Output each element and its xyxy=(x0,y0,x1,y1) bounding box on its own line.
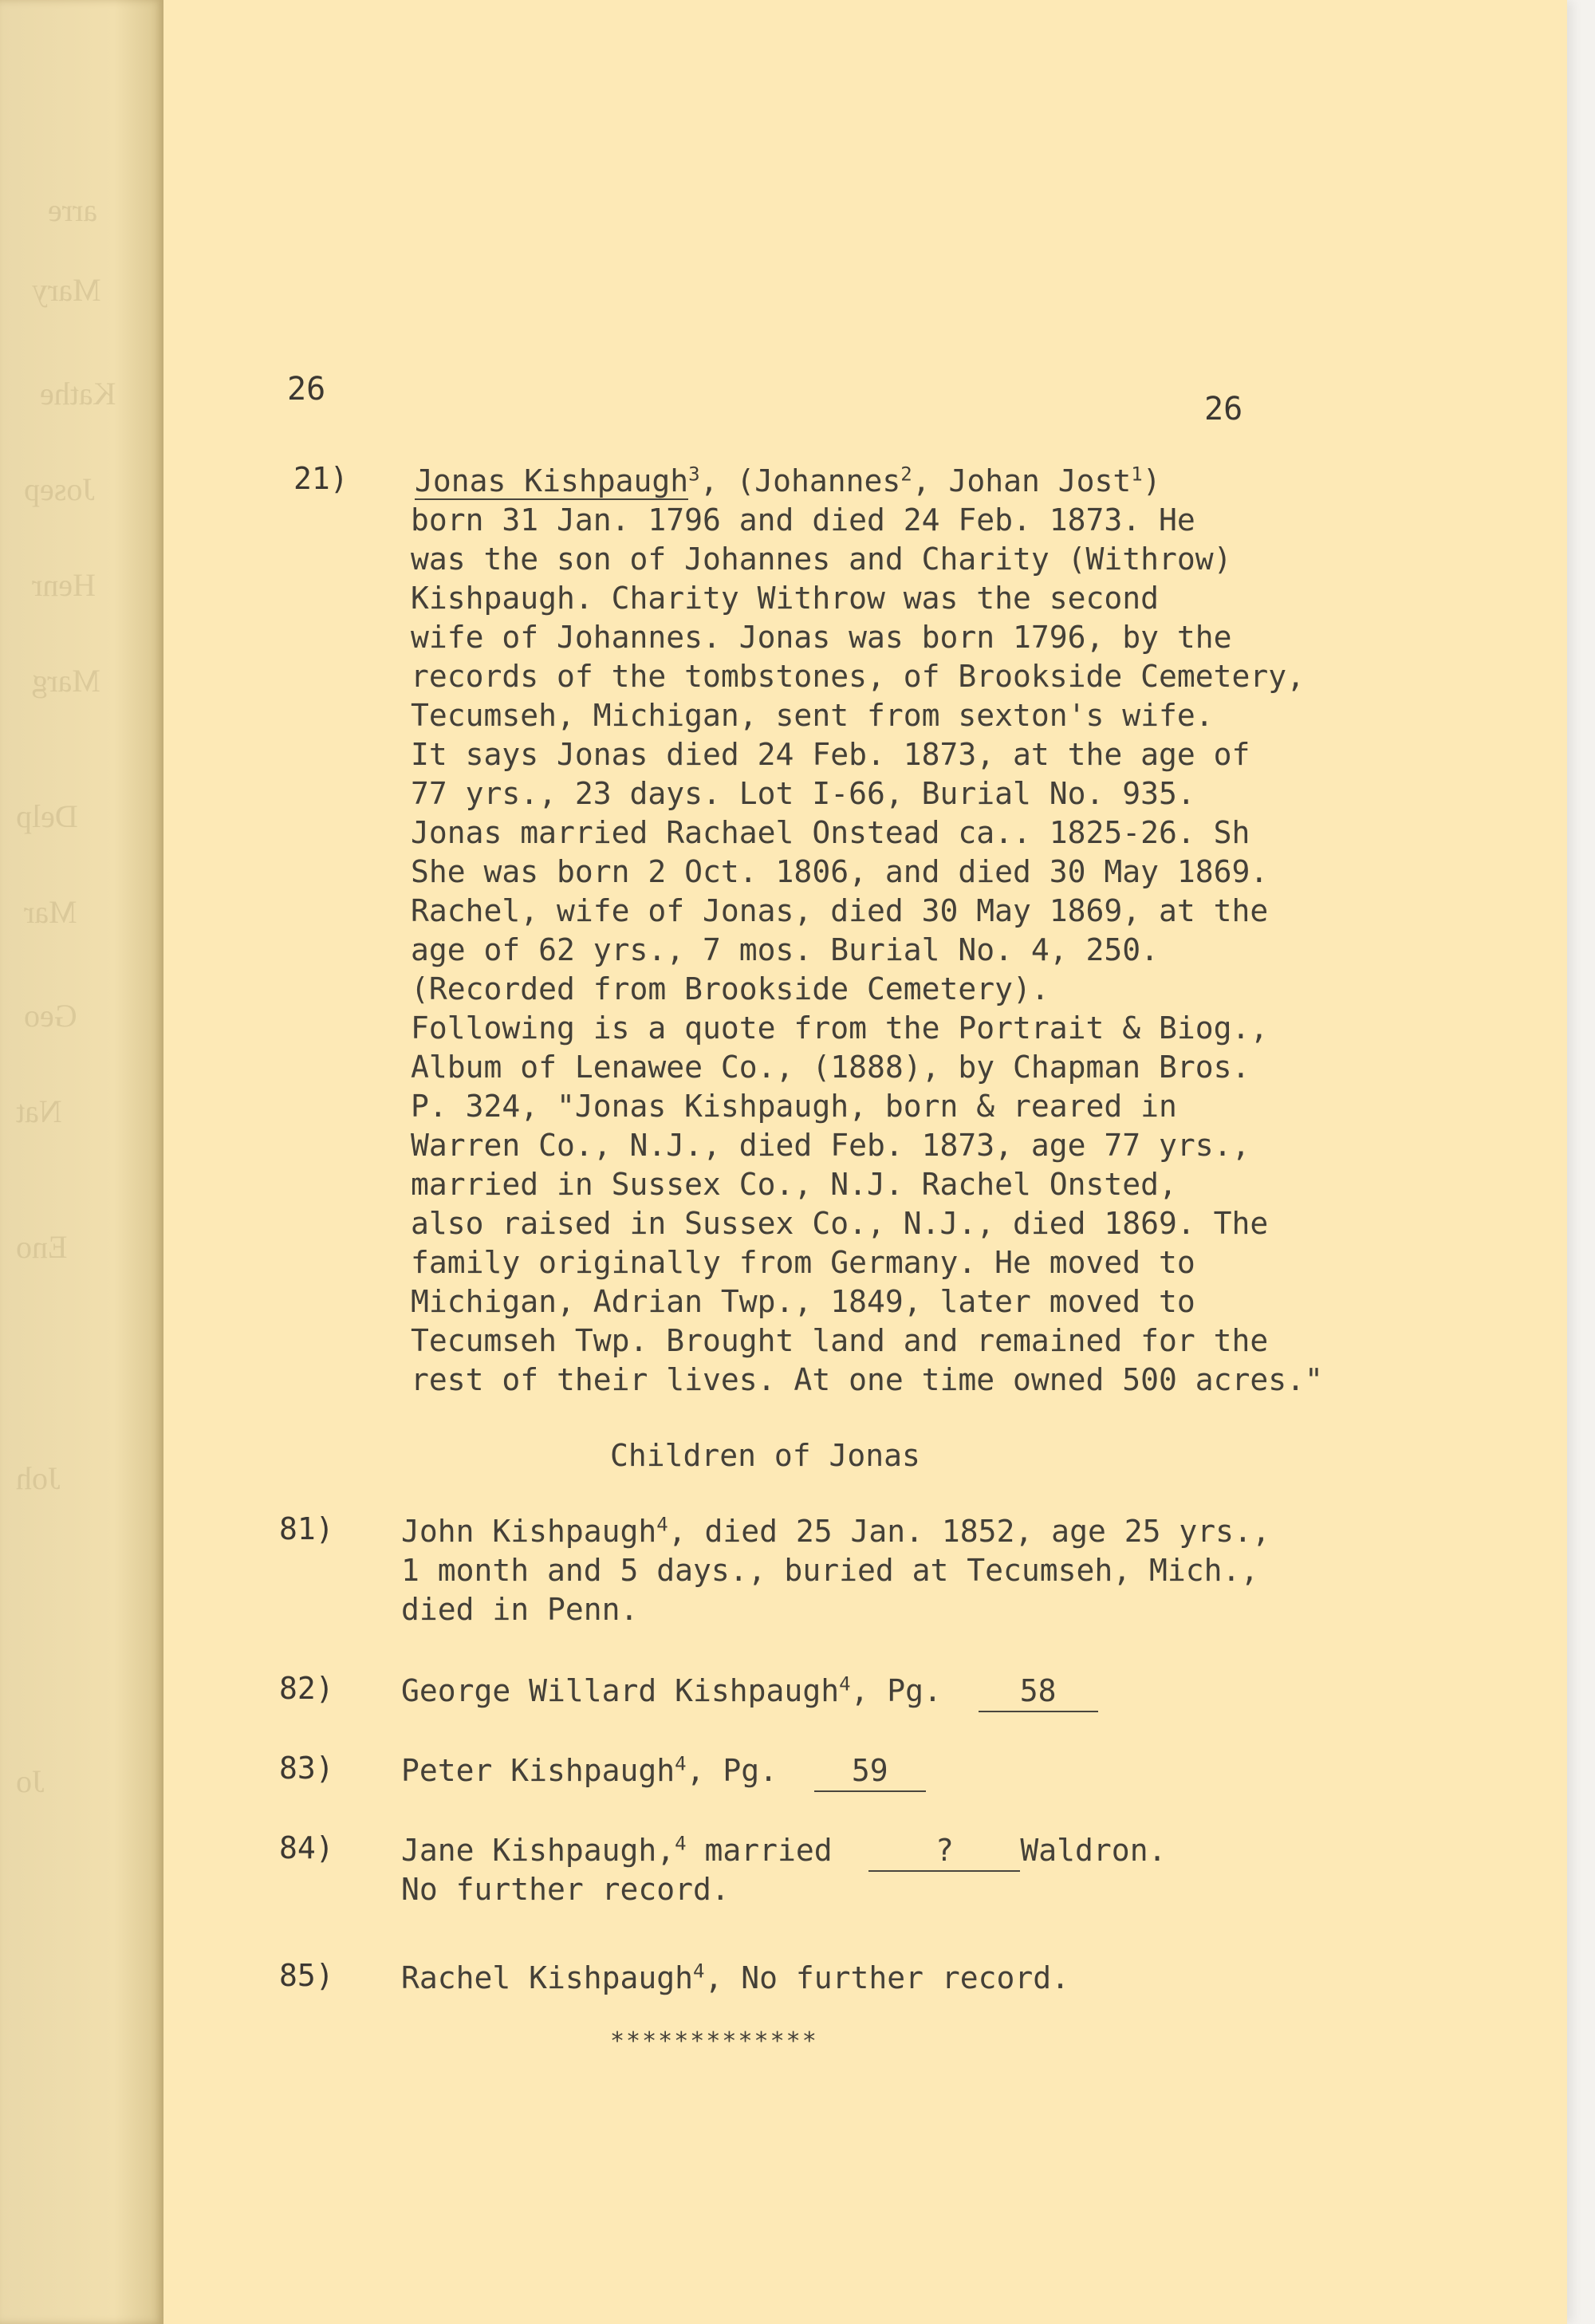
generation-sup: 4 xyxy=(656,1513,668,1536)
child-text: 1 month and 5 days., buried at Tecumseh, Mich., xyxy=(401,1553,1259,1588)
page-number-right: 26 xyxy=(1204,391,1243,427)
section-separator: ************* xyxy=(610,2027,818,2055)
child-number: 83) xyxy=(279,1751,334,1786)
body-line: family originally from Germany. He moved to xyxy=(411,1245,1195,1280)
child-name: Jane Kishpaugh, xyxy=(401,1833,675,1868)
child-text: , Pg. xyxy=(686,1753,778,1788)
body-line: Tecumseh Twp. Brought land and remained for the xyxy=(411,1323,1269,1358)
page-number-left: 26 xyxy=(287,371,326,408)
body-line: It says Jonas died 24 Feb. 1873, at the age of xyxy=(411,737,1250,772)
generation-sup: 3 xyxy=(688,463,700,486)
child-text: Waldron. xyxy=(1020,1833,1167,1868)
generation-sup: 1 xyxy=(1131,463,1143,486)
entry-number: 21) xyxy=(293,461,349,496)
child-entry xyxy=(401,1751,926,1792)
child-name: Rachel Kishpaugh xyxy=(401,1960,694,1995)
child-number: 81) xyxy=(279,1511,334,1546)
body-line: also raised in Sussex Co., N.J., died 1869. The xyxy=(411,1206,1269,1241)
generation-sup: 2 xyxy=(900,463,912,486)
child-text: married xyxy=(686,1833,833,1868)
child-entry xyxy=(401,1958,1069,1998)
child-entry xyxy=(401,1671,1098,1712)
body-line: married in Sussex Co., N.J. Rachel Onsted, xyxy=(411,1167,1177,1202)
body-line: Following is a quote from the Portrait & Biog., xyxy=(411,1010,1269,1046)
entry-heading xyxy=(415,461,1161,501)
body-line: (Recorded from Brookside Cemetery). xyxy=(411,971,1050,1006)
child-name: Peter Kishpaugh xyxy=(401,1753,675,1788)
body-line: rest of their lives. At one time owned 500 acres." xyxy=(411,1362,1323,1397)
child-number: 82) xyxy=(279,1671,334,1706)
body-line: She was born 2 Oct. 1806, and died 30 May 1869. xyxy=(411,854,1269,889)
body-line: Rachel, wife of Jonas, died 30 May 1869, at the xyxy=(411,893,1269,928)
body-line: 77 yrs., 23 days. Lot I-66, Burial No. 935. xyxy=(411,776,1195,811)
lineage-text: ) xyxy=(1142,463,1161,498)
child-number: 84) xyxy=(279,1830,334,1865)
child-number: 85) xyxy=(279,1958,334,1993)
child-text: died in Penn. xyxy=(401,1592,639,1627)
entry-name: Jonas Kishpaugh xyxy=(415,463,689,498)
child-text: , died 25 Jan. 1852, age 25 yrs., xyxy=(668,1514,1270,1549)
body-line: Warren Co., N.J., died Feb. 1873, age 77 yrs., xyxy=(411,1128,1250,1163)
child-name: George Willard Kishpaugh xyxy=(401,1673,840,1708)
child-entry xyxy=(401,1830,1166,1908)
child-text: , Pg. xyxy=(850,1673,942,1708)
children-heading: Children of Jonas xyxy=(610,1438,920,1473)
body-line: Kishpaugh. Charity Withrow was the second xyxy=(411,581,1159,616)
page-reference: 58 xyxy=(979,1671,1098,1712)
generation-sup: 4 xyxy=(675,1752,687,1775)
body-line: Album of Lenawee Co., (1888), by Chapman Bros. xyxy=(411,1050,1250,1085)
body-line: wife of Johannes. Jonas was born 1796, by the xyxy=(411,620,1232,655)
body-line: born 31 Jan. 1796 and died 24 Feb. 1873. He xyxy=(411,502,1195,538)
entry-body xyxy=(411,500,1323,1399)
generation-sup: 4 xyxy=(839,1672,851,1696)
body-line: records of the tombstones, of Brookside Cemetery, xyxy=(411,659,1306,694)
body-line: Jonas married Rachael Onstead ca.. 1825-26. Sh xyxy=(411,815,1250,850)
body-line: age of 62 yrs., 7 mos. Burial No. 4, 250. xyxy=(411,932,1159,967)
generation-sup: 4 xyxy=(675,1832,687,1855)
body-line: was the son of Johannes and Charity (Withrow) xyxy=(411,542,1232,577)
body-line: Michigan, Adrian Twp., 1849, later moved to xyxy=(411,1284,1195,1319)
lineage-text: , (Johannes xyxy=(699,463,901,498)
page-reference: 59 xyxy=(814,1751,926,1792)
spouse-blank: ? xyxy=(868,1830,1020,1872)
previous-page-edge: arre Mary Kathe Josep Henr Marg Delp Mar Geo Nat Eno Joh Jo xyxy=(0,0,163,2324)
child-text: , No further record. xyxy=(704,1960,1070,1995)
child-name: John Kishpaugh xyxy=(401,1514,657,1549)
body-line: P. 324, "Jonas Kishpaugh, born & reared in xyxy=(411,1089,1177,1124)
generation-sup: 4 xyxy=(693,1960,705,1983)
body-line: Tecumseh, Michigan, sent from sexton's wife. xyxy=(411,698,1214,733)
child-text: No further record. xyxy=(401,1872,730,1907)
lineage-text: , Johan Jost xyxy=(912,463,1132,498)
child-entry xyxy=(401,1511,1270,1629)
